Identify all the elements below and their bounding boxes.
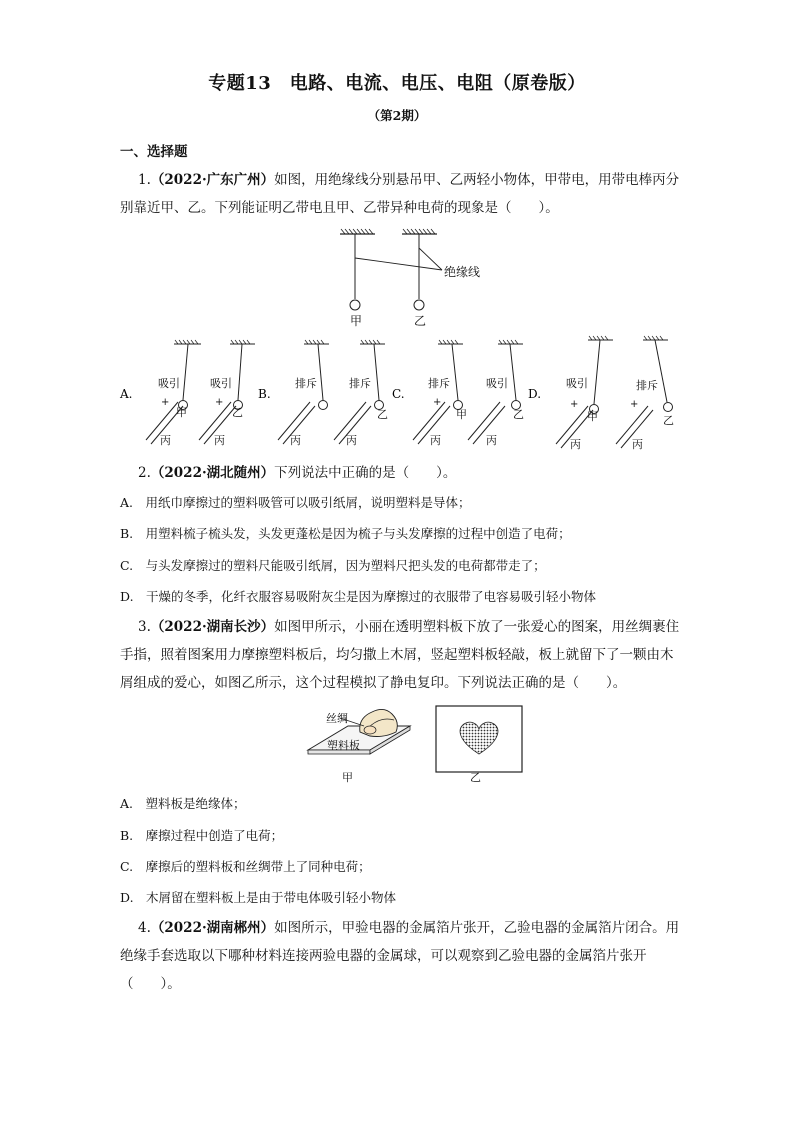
q3-label-jia: 甲 — [342, 771, 353, 784]
q1-d-yi: 乙 — [663, 414, 674, 427]
question-number: 1. — [138, 172, 151, 188]
q1-d-bing-1: 丙 — [570, 438, 581, 451]
question-text: 下列说法中正确的是（ ）。 — [274, 465, 457, 481]
q3-label-yi: 乙 — [470, 771, 481, 784]
q3-option-c: C. 摩擦后的塑料板和丝绸带上了同种电荷； — [120, 859, 371, 874]
q1-opt-c-left-label: 排斥 — [428, 377, 450, 390]
page-subtitle: （第2期） — [367, 108, 427, 123]
q1-b-yi: 乙 — [377, 408, 388, 421]
q1-a-bing-2: 丙 — [214, 434, 225, 447]
q1-b-bing-2: 丙 — [346, 434, 357, 447]
q3-label-silk: 丝绸 — [326, 712, 348, 725]
question-4 — [120, 914, 680, 998]
q3-option-a: A. 塑料板是绝缘体； — [120, 796, 246, 811]
question-text: 如图所示，甲验电器的金属箔片张开，乙验电器的金属箔片闭合。用绝缘手套选取以下哪种材料连接两验电器的金属球，可以观察到乙验电器的金属箔片张开（ ）。 — [120, 920, 680, 992]
question-text: 如图甲所示，小丽在透明塑料板下放了一张爱心的图案，用丝绸裹住手指，照着图案用力摩擦塑料板后，均匀撒上木屑，竖起塑料板轻敲，板上就留下了一颗由木屑组成的爱心，如图乙所示，这个过程模拟了静电复印。下列说法正确的是（ ）。 — [120, 619, 680, 691]
q1-d-plus-2: + — [630, 399, 639, 410]
question-text: 如图，用绝缘线分别悬吊甲、乙两轻小物体，甲带电，用带电棒丙分别靠近甲、乙。下列能证明乙带电且甲、乙带异种电荷的现象是（ ）。 — [120, 172, 680, 216]
q1-c-plus-1: + — [433, 397, 442, 408]
q1-figure-options — [118, 332, 698, 450]
question-source: （2022·湖北随州） — [150, 465, 275, 481]
question-number: 2. — [138, 465, 151, 481]
q1-opt-b-right-label: 排斥 — [349, 377, 371, 390]
q2-option-a: A. 用纸巾摩擦过的塑料吸管可以吸引纸屑，说明塑料是导体； — [120, 495, 471, 510]
question-source: （2022·湖南郴州） — [150, 920, 275, 936]
q1-opt-d-left-label: 吸引 — [566, 377, 588, 390]
q1-b-bing-1: 丙 — [290, 434, 301, 447]
option-letter: A. — [120, 387, 133, 401]
q1-c-bing-1: 丙 — [430, 434, 441, 447]
q1-d-plus-1: + — [570, 399, 579, 410]
q1-label-yi: 乙 — [414, 314, 427, 328]
q1-opt-b-left-label: 排斥 — [295, 377, 317, 390]
q1-d-bing-2: 丙 — [632, 438, 643, 451]
q3-option-b: B. 摩擦过程中创造了电荷； — [120, 828, 284, 843]
q1-option-a-figure — [119, 340, 255, 444]
q1-a-yi: 乙 — [232, 406, 243, 419]
question-2 — [120, 459, 680, 487]
q1-option-b-figure — [258, 340, 385, 444]
q1-opt-c-right-label: 吸引 — [486, 377, 508, 390]
page-title: 专题13 电路、电流、电压、电阻（原卷版） — [208, 73, 586, 94]
q3-label-plate: 塑料板 — [327, 739, 360, 752]
q1-a-plus-1: + — [161, 397, 170, 408]
q1-c-jia: 甲 — [456, 408, 467, 421]
q1-c-yi: 乙 — [513, 408, 524, 421]
question-1 — [120, 166, 680, 222]
svg-text:D.: D. — [528, 387, 542, 401]
q1-c-bing-2: 丙 — [486, 434, 497, 447]
q1-opt-a-left-label: 吸引 — [158, 377, 180, 390]
q1-a-jia: 甲 — [176, 406, 187, 419]
q1-a-bing-1: 丙 — [160, 434, 171, 447]
question-source: （2022·湖南长沙） — [150, 619, 275, 635]
q1-label-insulator: 绝缘线 — [444, 265, 481, 279]
svg-text:B.: B. — [258, 387, 271, 401]
q1-a-plus-2: + — [215, 397, 224, 408]
q1-label-jia: 甲 — [350, 314, 363, 328]
section-heading: 一、选择题 — [120, 144, 188, 160]
q1-d-jia: 甲 — [587, 410, 598, 423]
q2-option-d: D. 干燥的冬季，化纤衣服容易吸附灰尘是因为摩擦过的衣服带了电容易吸引轻小物体 — [120, 589, 597, 604]
q2-option-c: C. 与头发摩擦过的塑料尺能吸引纸屑，因为塑料尺把头发的电荷都带走了； — [120, 558, 546, 573]
q1-opt-d-right-label: 排斥 — [636, 379, 658, 392]
q2-option-b: B. 用塑料梳子梳头发，头发更蓬松是因为梳子与头发摩擦的过程中创造了电荷； — [120, 526, 571, 541]
q3-option-d: D. 木屑留在塑料板上是由于带电体吸引轻小物体 — [120, 890, 397, 905]
question-source: （2022·广东广州） — [150, 172, 275, 188]
question-3 — [120, 613, 680, 697]
question-number: 3. — [138, 619, 151, 635]
svg-text:C.: C. — [392, 387, 405, 401]
q1-opt-a-right-label: 吸引 — [210, 377, 232, 390]
q1-option-c-figure — [392, 340, 523, 444]
question-number: 4. — [138, 920, 151, 936]
